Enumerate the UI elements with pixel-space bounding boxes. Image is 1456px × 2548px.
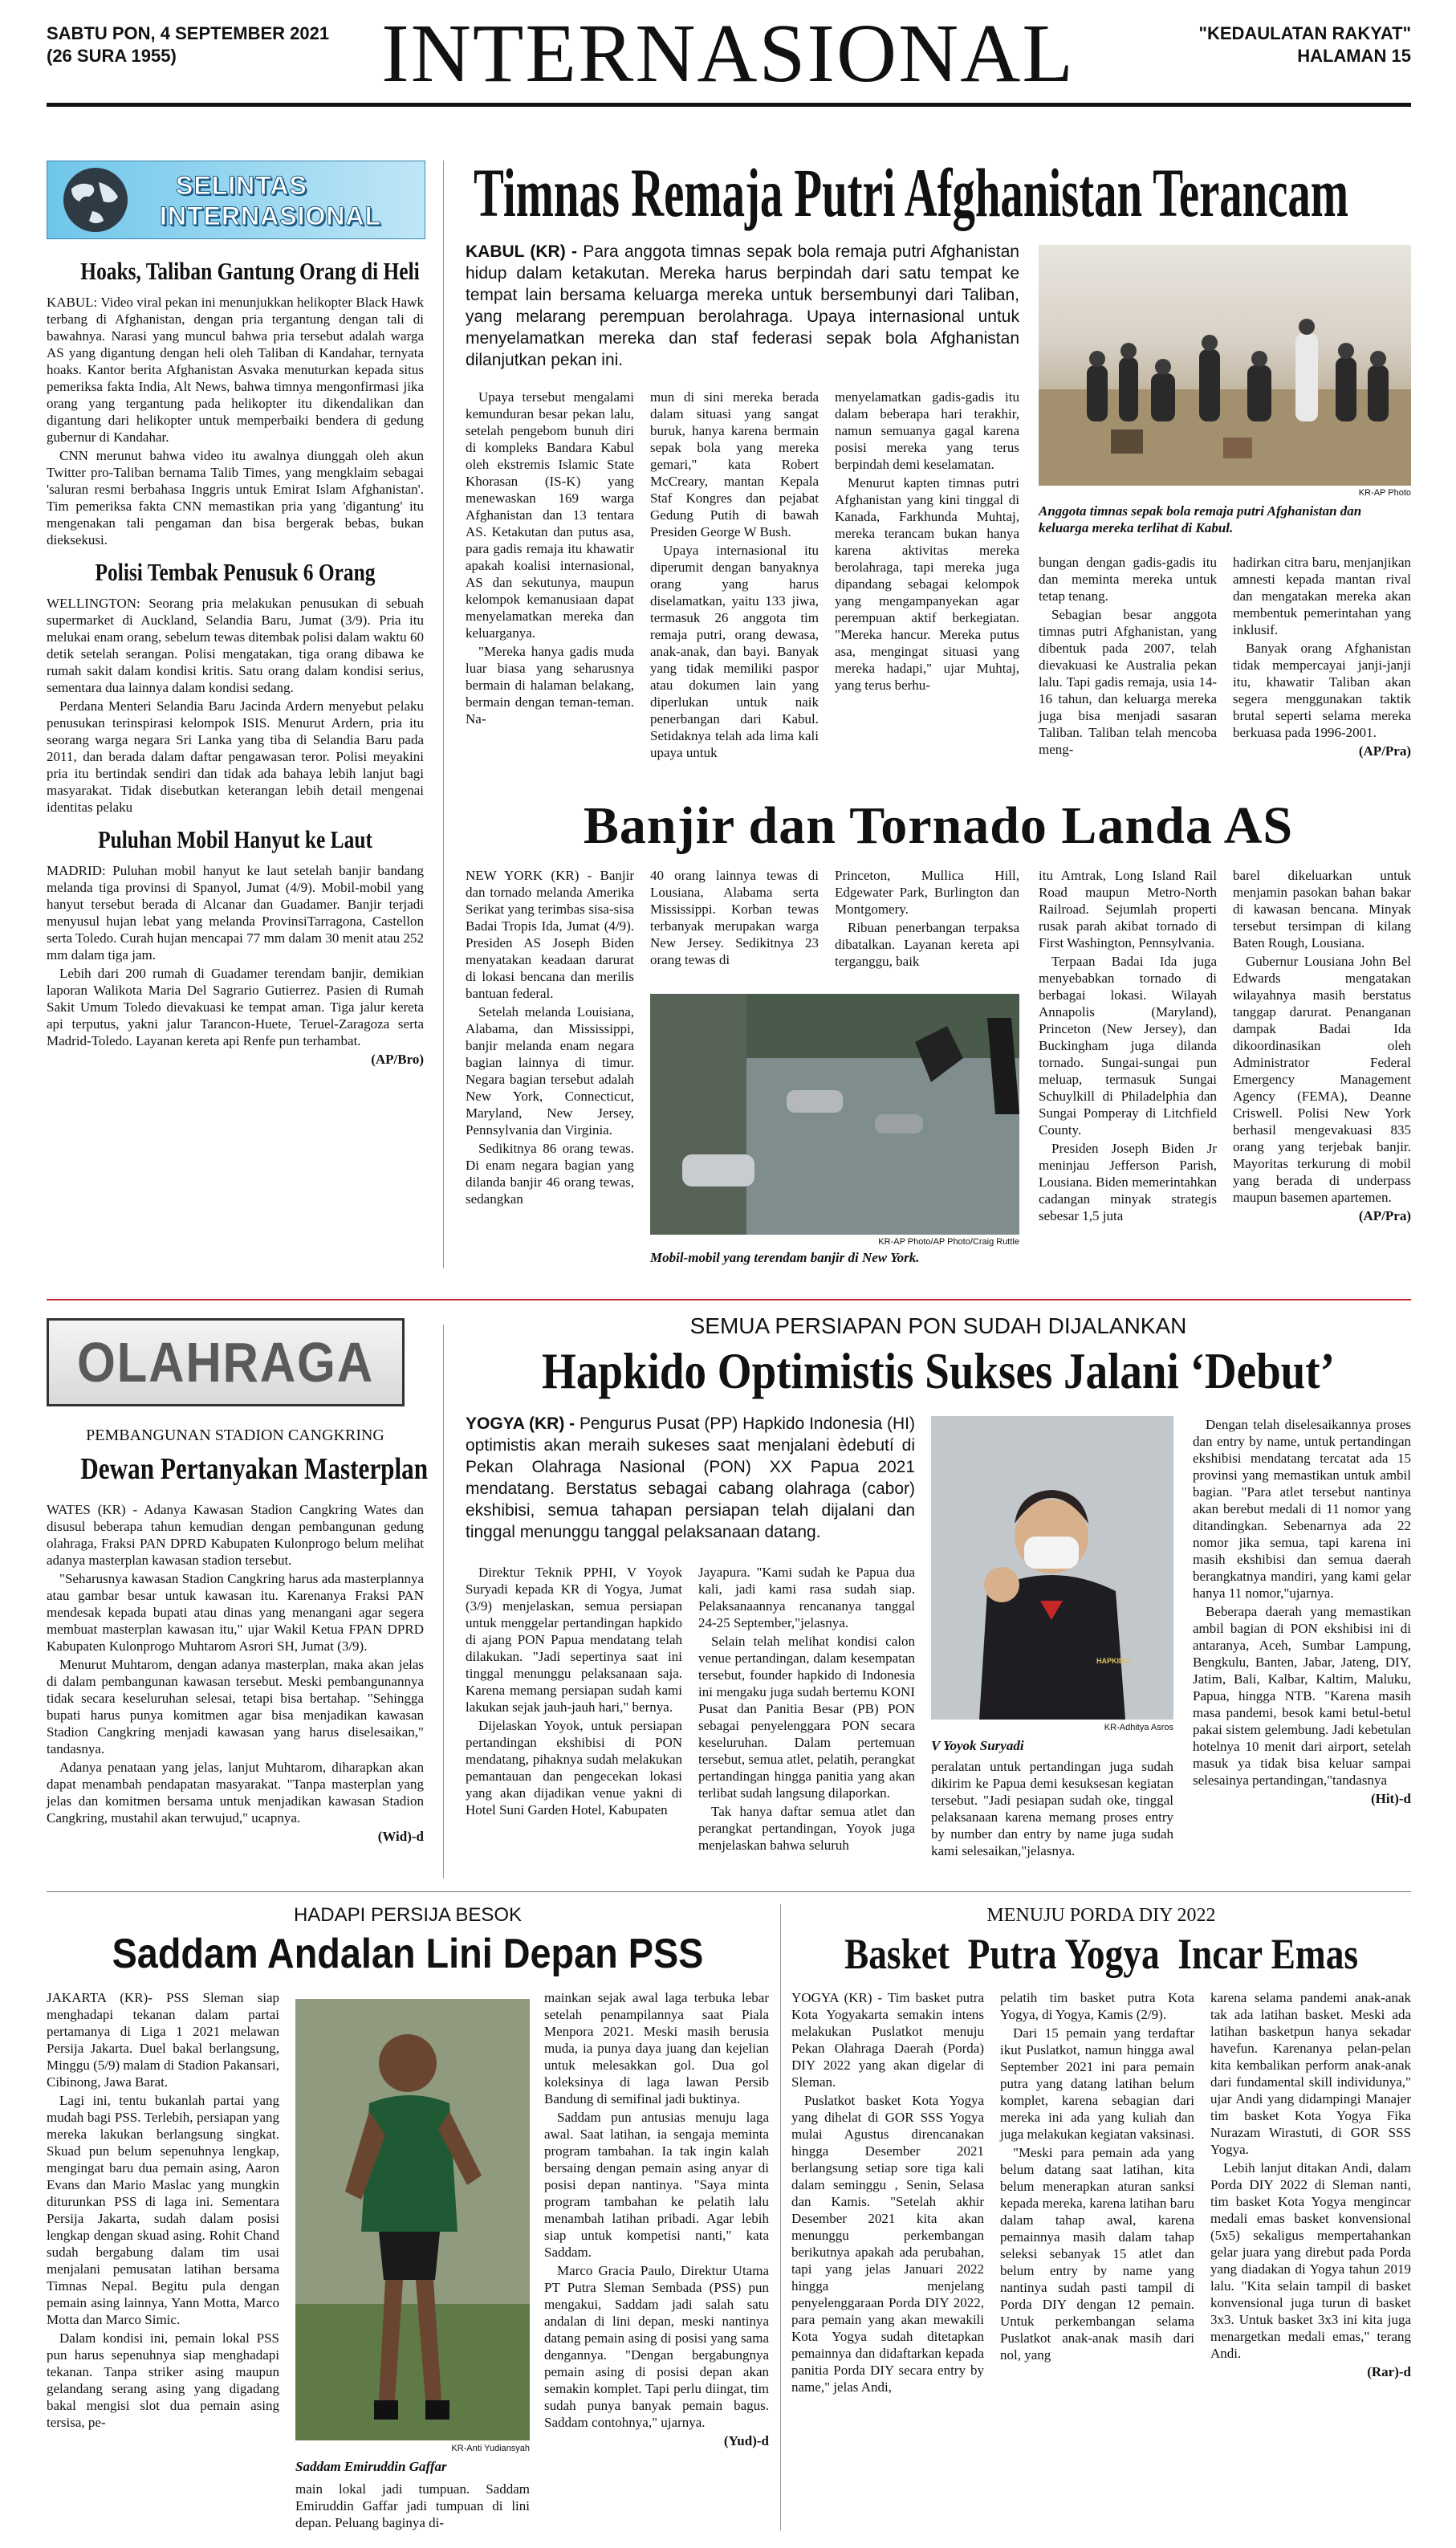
banner-line-internasional: INTERNASIONAL	[160, 201, 382, 230]
paragraph: YOGYA (KR) - Tim basket putra Kota Yogyakarta semakin intens melakukan Puslatkot menuju Pekan Olahraga Daerah (Porda) DIY 2022 yang akan digelar di Sleman.	[791, 1990, 984, 2090]
basket-col-1	[791, 1989, 984, 2397]
paragraph: Gubernur Lousiana John Bel Edwards mengatakan wilayahnya masih berstatus tanggap darurat. Penanganan dampak Badai Ida dikoordinasikan oleh Administrator Federal Emergency Management Agency (FEMA), Deanne Criswell. Polisi New York berhasil mengevakuasi 835 orang yang terjebak banjir. Mayoritas terkurung di mobil yang berada di underpass maupun basemen apartemen.	[1233, 954, 1411, 1205]
section-divider	[47, 1299, 1411, 1300]
afghan-group-illustration	[1039, 245, 1411, 486]
pss-col-1	[47, 1989, 279, 2432]
paragraph: Beberapa daerah yang memastikan ambil bagian di PON ekshibisi ini di antaranya, Aceh, Sumbar Lampung, Bengkulu, Banten, Jabar, Jateng, DIY, Jatim, Bali, Kalbar, Kaltim, Maluku, Papua, hingga NTB. "Karena masih masa pandemi, besok kami betul-betul pakai sistem gelembung. Jadi kebetulan hotelnya 10 menit dari airport, setelah masuk ya tidak bisa keluar sampai selesainya pertandingan,"tandasnya	[1193, 1604, 1411, 1788]
dateline: KABUL (KR) -	[466, 242, 584, 261]
paragraph: Lagi ini, tentu bukanlah partai yang mudah bagi PSS. Terlebih, persiapan yang mereka lakukan berlangsung singkat. Skuad pun belum sepenuhnya lengkap, mengingat baru dua pemain asing, Aaron Evans dan Mario Maslac yang mungkin diturunkan PSS di laga ini. Sementara Persija Jakarta, sudah dalam posisi lengkap dengan skuad asing. Rohit Chand sudah bergabung dalam tim usai menjalani pemusatan latihan bersama Timnas Nepal. Begitu pula dengan pemain asing lainnya, Yann Motta, Marco Motta dan Marco Simic.	[47, 2093, 279, 2327]
paragraph: 40 orang lainnya tewas di Lousiana, Alabama serta Mississippi. Korban tewas terbanyak merupakan warga New Jersey. Sedikitnya 23 orang tewas di	[650, 868, 819, 967]
item-paragraph: Perdana Menteri Selandia Baru Jacinda Ardern menyebut pelaku penusukan terinspirasi kelompok ISIS. Menurut Ardern, pria itu seorang warga negara Sri Lanka yang tiba di Selandia Baru pada 2011, dan berada dalam daftar pengawasan teror. Polisi meyakini pria itu bertindak sendiri dan tidak ada bahaya lebih lanjut bagi masyarakat. Tidak disebutkan keterangan lebih detail mengenai identitas pelaku	[47, 698, 424, 815]
photo-credit: KR-Anti Yudiansyah	[451, 2444, 530, 2453]
paragraph: bungan dengan gadis-gadis itu dan meminta mereka untuk tetap tenang.	[1039, 555, 1217, 604]
basket-col-3	[1210, 1989, 1411, 2380]
paragraph: main lokal jadi tumpuan. Saddam Emiruddin Gaffar jadi tumpuan di lini depan. Peluang baginya di-	[295, 2481, 530, 2530]
hapkido-kicker: SEMUA PERSIAPAN PON SUDAH DIJALANKAN	[689, 1313, 1187, 1338]
paragraph: "Seharusnya kawasan Stadion Cangkring harus ada masterplannya atau gambar besar untuk kawasan itu. Karenanya Fraksi PAN mendesak kepada bupati atau dinas yang menangani agar segera membuat masterplan kawasan itu," ujar Wakil Ketua FPAN DPRD Kabupaten Kulonprogo Muhtarom Asrori SH, Jumat (3/9).	[47, 1571, 424, 1654]
paragraph: Setelah melanda Louisiana, Alabama, dan Mississippi, banjir melanda enam negara bagian lainnya di timur. Negara bagian tersebut adalah New York, Connecticut, Maryland, New Jersey, Pennsylvania dan Virginia.	[466, 1004, 634, 1138]
pss-col-2	[544, 1989, 769, 2449]
paragraph: "Meski para pemain ada yang belum datang saat latihan, kita belum menerapkan aturan sanksi kepada mereka, karena latihan baru dalam tahap awal, karena pemainnya masih dalam tahap seleksi sebanyak 15 atlet dan belum entry by name yang nantinya sudah pasti tampil di Porda DIY dengan 12 pemain. Untuk perkembangan selama Puslatkot anak-anak masih dari nol, yang	[1000, 2145, 1194, 2363]
column-divider	[443, 1325, 444, 1878]
paragraph: Marco Gracia Paulo, Direktur Utama PT Putra Sleman Sembada (PSS) pun mengakui, Saddam jadi salah satu andalan di lini depan, meski nantinya datang pemain asing di posisi yang sama dengannya. "Dengan bergabungnya pemain asing di posisi depan akan semakin komplet. Tapi perlu diingat, tim sudah punya banyak pemain bagus. Saddam contohnya," ujarnya.	[544, 2263, 769, 2430]
player-illustration	[295, 1999, 530, 2440]
banjir-col-5	[1233, 867, 1411, 1224]
dateline: YOGYA (KR) -	[466, 1414, 580, 1433]
paragraph: menyelamatkan gadis-gadis itu dalam beberapa hari terakhir, namun semuanya gagal karena posisi mereka yang terus berpindah demi keselamatan.	[835, 389, 1019, 472]
paragraph: barel dikeluarkan untuk menjamin pasokan bahan bakar di kawasan bencana. Minyak tersebut tersimpan di kilang Baten Rough, Lousiana.	[1233, 868, 1411, 950]
column-divider	[443, 161, 444, 1268]
banjir-col-2	[650, 867, 819, 970]
paragraph: Princeton, Mullica Hill, Edgewater Park, Burlington dan Montgomery.	[835, 868, 1019, 917]
item-paragraph: WELLINGTON: Seorang pria melakukan penusukan di sebuah supermarket di Auckland, Selandia Baru, Jumat (3/9). Pria itu melukai enam orang, sebelum tewas ditembak polisi dalam waktu 60 detik setelah serangan. Polisi mengatakan, tiga orang dibawa ke rumah sakit dalam kondisi kritis. Satu orang dalam kondisi serius, sementara dua lainnya dalam kondisi sedang.	[47, 596, 424, 695]
paragraph: karena selama pandemi anak-anak tak ada latihan basket. Meski ada latihan basketpun hanya sekadar havefun. Karenanya pelan-pelan kita kembalikan perform anak-anak dari fundamental skill individunya," ujar Andi yang didampingi Manajer tim basket Kota Yogya Fika Nurazam Wirastuti, di GOR SSS Yogya.	[1210, 1990, 1411, 2157]
item-title: Polisi Tembak Penusuk 6 Orang	[95, 558, 376, 586]
stadion-headline: Dewan Pertanyakan Masterplan	[80, 1452, 429, 1486]
masthead-page	[1156, 22, 1411, 67]
story-signature: (AP/Pra)	[1358, 743, 1411, 759]
photo-credit: KR-Adhitya Asros	[1104, 1723, 1173, 1732]
globe-icon	[47, 161, 144, 238]
paragraph: Puslatkot basket Kota Yogya yang dihelat di GOR SSS Yogya mulai Agustus direncanakan hingga Desember 2021 berlangsung setiap sore tiga kali dalam seminggu , Senin, Selasa dan Kamis. "Setelah akhir Desember 2021 kita akan menunggu perkembangan berikutnya apakah ada perubahan, tapi yang jelas Januari 2022 hingga menjelang penyelenggaraan Porda DIY 2022, para pemain yang akan mewakili Kota Yogya sudah ditetapkan pemainnya dan didaftarkan kepada panitia Porda DIY secara entry by name," jelas Andi,	[791, 2093, 984, 2395]
banjir-col-1	[466, 867, 634, 1209]
banjir-col-4	[1039, 867, 1217, 1226]
item-paragraph: MADRID: Puluhan mobil hanyut ke laut setelah banjir bandang melanda tiga provinsi di Spanyol, Jumat (4/9). Mobil-mobil yang hanyut tersebut berada di Alcanar dan Guadamer. Banjir terjadi menyusul hujan lebat yang melanda ProvinsiTarragona, Castellon serta Toledo. Curah hujan mencapai 77 mm dalam 30 menit atau 252 mm dalam tiga jam.	[47, 863, 424, 963]
hapkido-logo-text: HAPKIDO	[1096, 1657, 1130, 1665]
hapkido-col-1	[466, 1564, 682, 1820]
paragraph: Ribuan penerbangan terpaksa dibatalkan. Layanan kereta api terganggu, baik	[835, 920, 1019, 969]
headline-afghan: Timnas Remaja Putri Afghanistan Terancam	[474, 154, 1349, 231]
yoyok-photo	[931, 1416, 1173, 1720]
photo-credit: KR-AP Photo	[1358, 488, 1411, 498]
paragraph: JAKARTA (KR)- PSS Sleman siap menghadapi tekanan dalam partai pertamanya di Liga 1 2021 melawan Persija Jakarta. Duel bakal berlangsung, Minggu (5/9) malam di Stadion Pakansari, Cibinong, Jawa Barat.	[47, 1990, 279, 2090]
photo-caption: Anggota timnas sepak bola remaja putri Afghanistan dan keluarga mereka terlihat di Kabul.	[1039, 503, 1362, 535]
photo-caption: V Yoyok Suryadi	[931, 1738, 1024, 1753]
paragraph: Sedikitnya 86 orang tewas. Di enam negara bagian yang dilanda banjir 46 orang tewas, sedangkan	[466, 1141, 634, 1207]
pss-kicker: HADAPI PERSIJA BESOK	[293, 1904, 523, 1926]
item-paragraph: KABUL: Video viral pekan ini menunjukkan helikopter Black Hawk terbang di Afghanistan, dengan pria tergantung dengan tali di bawahnya. Narasi yang muncul bahwa pria tersebut adalah warga AS yang digantung dengan heli oleh Taliban di Kandahar, ternyata hoaks. Kantor berita Afghanistan Asvaka menuturkan kepada situs pemeriksa fakta India, Alt News, bahwa timnya mengonfirmasi jika orang yang tergantung pada helikopter itu dikendalikan dan digantung dari helikopter untuk memperbaiki bendera di gedung gubernur di Kandahar.	[47, 295, 424, 445]
section-divider	[47, 1891, 1411, 1892]
basket-col-2	[1000, 1989, 1194, 2365]
hapkido-col-2	[698, 1564, 915, 1855]
afghan-col-4	[1039, 554, 1217, 759]
photo-credit: KR-AP Photo/AP Photo/Craig Ruttle	[878, 1237, 1019, 1247]
afghan-col-2	[650, 389, 819, 763]
paragraph: Jayapura. "Kami sudah ke Papua dua kali, jadi kami rasa sudah siap. Pelaksanaannya rencananya tanggal 24-25 September,"jelasnya.	[698, 1565, 915, 1630]
afghan-lead	[466, 241, 1019, 371]
stadion-body	[47, 1501, 424, 1845]
portrait-illustration	[931, 1416, 1173, 1720]
paragraph: Terpaan Badai Ida juga menyebabkan tornado di berbagai lokasi. Wilayah Annapolis (Maryland), Princeton (New Jersey), dan Buckingham juga dilanda tornado. Sungai-sungai pun meluap, termasuk Sungai Schuylkill di Philadelphia dan Sungai Pomperay di Litchfield County.	[1039, 954, 1217, 1138]
afghan-photo	[1039, 245, 1411, 486]
paragraph: Dengan telah diselesaikannya proses dan entry by name, untuk pertandingan ekshibisi mendatang tercatat ada 15 provinsi yang memastikan untuk ambil bagian. "Para atlet tersebut nantinya akan berebut medali di 11 nomor yang ditandingkan. Sebenarnya ada 22 nomor jika semua, tapi karena ini masih ekshibisi dan semua daerah berangkatnya mandiri, yang kami gelar hanya 11 nomor,"ujarnya.	[1193, 1417, 1411, 1601]
paragraph: Sebagian besar anggota timnas putri Afghanistan, yang dibentuk pada 2007, telah dievakuasi ke Australia pekan lalu. Tapi gadis remaja, usia 14-16 tahun, dan keluarga mereka juga bisa menjadi sasaran Taliban. Taliban telah mencoba meng-	[1039, 607, 1217, 757]
flood-photo	[650, 994, 1019, 1235]
item-paragraph: CNN merunut bahwa video itu awalnya diunggah oleh akun Twitter pro-Taliban bernama Talib Times, yang mengklaim sebagai 'saluran resmi berbahasa Inggris untuk Emirat Islam Afghanistan'. Tim pemeriksa fakta CNN memastikan pria yang 'digantung' itu mengenakan tali pengaman dan bisa bergerak bebas, bukan dieksekusi.	[47, 448, 424, 547]
selintas-column	[47, 250, 424, 1068]
item-title: Puluhan Mobil Hanyut ke Laut	[98, 825, 372, 853]
hapkido-col-3	[931, 1758, 1173, 1861]
photo-caption: Saddam Emiruddin Gaffar	[295, 2459, 447, 2474]
javanese-date-line: (26 SURA 1955)	[47, 46, 177, 66]
paragraph: Menurut Muhtarom, dengan adanya masterplan, maka akan jelas di dalam pembangunan kawasan tersebut. Meski pembangunannya tidak secara keseluruhan selesai, tetapi bisa bertahap. "Sehingga bupati harus punya komitmen agar bisa menjadikan kawasan Stadion Cangkring menjadi kawasan yang harus diselesaikan," tandasnya.	[47, 1657, 424, 1756]
paragraph: WATES (KR) - Adanya Kawasan Stadion Cangkring Wates dan disusul beberapa tahun kemudian dengan pembangunan gedung olahraga, Fraksi PAN DPRD Kabupaten Kulonprogo belum melihat adanya masterplan kawasan stadion tersebut.	[47, 1502, 424, 1568]
paragraph: mainkan sejak awal laga terbuka lebar setelah penampilannya saat Piala Menpora 2021. Meski masih berusia muda, ia punya daya juang dan kejelian untuk melesakkan gol. Dua gol koleksinya di laga lawan Persib Bandung di semifinal jadi buktinya.	[544, 1990, 769, 2106]
stadion-kicker: PEMBANGUNAN STADION CANGKRING	[86, 1427, 384, 1444]
banner-text: OLAHRAGA	[77, 1331, 374, 1394]
afghan-col-3	[835, 389, 1019, 695]
paragraph: Tak hanya daftar semua atlet dan perangkat pertandingan, Yoyok juga menjelaskan bahwa seluruh	[698, 1804, 915, 1853]
story-signature: (Wid)-d	[377, 1829, 424, 1844]
selintas-banner	[47, 161, 425, 239]
paragraph: Menurut kapten timnas putri Afghanistan yang kini tinggal di Kanada, Farkhunda Muhtaj, mereka terancam bukan hanya karena aktivitas mereka berolahraga, tapi mereka juga dipandang sebagai kelompok yang mengampanyekan agar perempuan aktif berkegiatan. "Mereka hancur. Mereka putus asa, mengingat situasi yang mereka hadapi," ujar Muhtaj, yang terus berhu-	[835, 475, 1019, 693]
banner-line-selintas: SELINTAS	[176, 171, 307, 200]
banjir-col-3	[835, 867, 1019, 971]
date-line: SABTU PON, 4 SEPTEMBER 2021	[47, 23, 330, 43]
paragraph: Banyak orang Afghanistan tidak mempercayai janji-janji itu, khawatir Taliban akan segera menggunakan taktik brutal seperti selama mereka berkuasa pada 1996-2001.	[1233, 641, 1411, 740]
page-number: HALAMAN 15	[1297, 46, 1411, 66]
pss-under-photo	[295, 2481, 530, 2533]
paragraph: Direktur Teknik PPHI, V Yoyok Suryadi kepada KR di Yogya, Jumat (3/9) menjelaskan, semua persiapan untuk menggelar pertandingan hapkido di ajang PON Papua mendatang telah dilakukan. "Jadi sepertinya saat ini tinggal menunggu pelaksanaan saja. Karena memang persiapan sudah kami lakukan sejak jauh-jauh hari," bernya.	[466, 1565, 682, 1715]
paragraph: Adanya penataan yang jelas, lanjut Muhtarom, diharapkan akan dapat menambah pendapatan masyarakat. "Tanpa masterplan yang jelas dan komitmen bersama untuk menjadikan kawasan Stadion Cangkring, mustahil akan terwujud," ucapnya.	[47, 1760, 424, 1826]
hapkido-col-4	[1193, 1416, 1411, 1807]
paragraph: Upaya tersebut mengalami kemunduran besar pekan lalu, setelah pengebom bunuh diri di kompleks Bandara Kabul oleh ekstremis Islamic State Khorasan (IS-K) yang menewaskan 169 warga Afghanistan dan 13 tentara AS. Ketakutan dan putus asa, para gadis remaja itu khawatir apakah koalisi internasional, AS dan sekutunya, maupun kelompok kemanusiaan dapat menyelamatkan mereka dan keluarganya.	[466, 389, 634, 641]
lead-text: Para anggota timnas sepak bola remaja putri Afghanistan hidup dalam ketakutan. Mereka harus berpindah dari satu tempat ke tempat lain bersama keluarga mereka untuk bersembunyi dari Taliban, yang melarang perempuan berolahraga. Upaya internasional untuk menyelamatkan mereka dan staf federasi sepak bola Afghanistan dilanjutkan pekan ini.	[466, 242, 1019, 369]
paper-name: "KEDAULATAN RAKYAT"	[1198, 23, 1411, 43]
hapkido-headline: Hapkido Optimistis Sukses Jalani ‘Debut’	[542, 1342, 1335, 1399]
paragraph: Saddam pun antusias menuju laga awal. Saat latihan, ia sengaja meminta program tambahan. Ia tak ingin kalah bersaing dengan pemain asing anyar di posisi depan nantinya. "Saya minta program tambahan ke pelatih lalu menambah latihan pribadi. Agar lebih siap untuk kompetisi nanti," kata Saddam.	[544, 2110, 769, 2260]
story-signature: (Yud)-d	[723, 2433, 769, 2448]
afghan-col-5	[1233, 554, 1411, 759]
section-title: INTERNASIONAL	[381, 7, 1075, 100]
paragraph: Dari 15 pemain yang terdaftar ikut Puslatkot, namun hingga awal September 2021 ini para pemain putra yang datang latihan belum komplet, karena sebagian dari mereka ini ada yang kuliah dan juga melakukan kegiatan vaksinasi.	[1000, 2025, 1194, 2142]
paragraph: itu Amtrak, Long Island Rail Road maupun Metro-North Railroad. Sejumlah properti rusak parah akibat tornado di First Washington, Pennsylvania.	[1039, 868, 1217, 950]
story-signature: (Rar)-d	[1367, 2364, 1411, 2379]
paragraph: peralatan untuk pertandingan juga sudah dikirim ke Papua demi kesuksesan kegiatan tersebut. "Jadi pesiapan sudah oke, tinggal pelaksanaan karena memang proses entry by number dan entry by name juga sudah kami selesaikan,"jelasnya.	[931, 1759, 1173, 1858]
lead-text: Pengurus Pusat (PP) Hapkido Indonesia (HI) optimistis akan meraih sukeses saat menjalani èdebutí di Pekan Olahraga Nasional (PON) XX Papua 2021 mendatang. Berstatus sebagai cabang olahraga (cabor) ekshibisi, semua tahapan persiapan telah dijalani dan tinggal menunggu tanggal pelaksanaan datang.	[466, 1414, 915, 1541]
basket-headline: Basket Putra Yogya Incar Emas	[844, 1930, 1359, 1978]
basket-kicker: MENUJU PORDA DIY 2022	[986, 1905, 1216, 1926]
column-divider	[780, 1904, 781, 2530]
olahraga-banner	[47, 1318, 405, 1406]
item-signature: (AP/Bro)	[371, 1052, 424, 1067]
masthead-rule	[47, 103, 1411, 107]
paragraph: Lebih lanjut ditakan Andi, dalam Porda DIY 2022 di Sleman nanti, tim basket Kota Yogya mengincar medali emas basket konvensional (5x5) sekaligus mempertahankan gelar juara yang direbut pada Porda yang diadakan di Yogya tahun 2019 lalu. "Kita selain tampil di basket konvensional juga turun di basket 3x3. Untuk basket 3x3 ini kita juga menargetkan medali emas," terang Andi.	[1210, 2160, 1411, 2361]
paragraph: Dijelaskan Yoyok, untuk persiapan pertandingan ekshibisi di PON mendatang, pihaknya sudah melakukan pemantauan dan pengecekan lokasi yang akan dijadikan venue yakni di Hotel Suni Garden Hotel, Kabupaten	[466, 1718, 682, 1817]
pss-headline: Saddam Andalan Lini Depan PSS	[112, 1931, 704, 1977]
story-signature: (AP/Pra)	[1358, 1208, 1411, 1223]
paragraph: mun di sini mereka berada dalam situasi yang sangat buruk, hanya karena bermain sepak bola yang mereka gemari," kata Robert McCreary, mantan Kepala Staf Kongres dan pejabat Gedung Putih di bawah Presiden George W Bush.	[650, 389, 819, 539]
paragraph: Dalam kondisi ini, pemain lokal PSS pun harus sepenuhnya siap menghadapi tekanan. Tanpa striker asing maupun gelandang serang asing yang digadang bakal mengisi slot dua pemain asing tersisa, pe-	[47, 2330, 279, 2430]
item-paragraph: Lebih dari 200 rumah di Guadamer terendam banjir, demikian laporan Walikota Maria Del Sagrario Gutierrez. Pasien di Rumah Sakit Umum Toledo dievakuasi ke tempat aman. Tiga jalur kereta api terputus, yakni jalur Tarancon-Huete, Teruel-Zaragoza serta Madrid-Toledo. Layanan kereta api Renfe pun terhambat.	[47, 966, 424, 1048]
headline-banjir: Banjir dan Tornado Landa AS	[583, 796, 1294, 855]
afghan-col-1	[466, 389, 634, 729]
paragraph: pelatih tim basket putra Kota Yogya, di Yogya, Kamis (2/9).	[1000, 1990, 1194, 2022]
saddam-photo	[295, 1999, 530, 2440]
paragraph: Presiden Joseph Biden Jr meninjau Jefferson Parish, Lousiana. Biden memerintahkan cadangan minyak strategis sebesar 1,5 juta	[1039, 1141, 1217, 1223]
hapkido-lead	[466, 1413, 915, 1543]
paragraph: Upaya internasional itu diperumit dengan banyaknya orang yang harus diselamatkan, yaitu 133 jiwa, termasuk 26 anggota tim remaja putri, orang dewasa, anak-anak, dan bayi. Banyak yang tidak memiliki paspor atau dokumen lain yang diperlukan untuk naik penerbangan dari Kabul. Setidaknya telah ada lima kali upaya untuk	[650, 543, 819, 760]
paragraph: hadirkan citra baru, menjanjikan amnesti kepada mantan rival dan mengatakan mereka akan membentuk pemerintahan yang inklusif.	[1233, 555, 1411, 637]
paragraph: NEW YORK (KR) - Banjir dan tornado melanda Amerika Serikat yang terimbas sisa-sisa Badai Tropis Ida, Jumat (4/9). Presiden AS Joseph Biden menyatakan keadaan darurat di lokasi bencana dan merilis bantuan federal.	[466, 868, 634, 1001]
story-signature: (Hit)-d	[1370, 1791, 1411, 1806]
flood-illustration	[650, 994, 1019, 1235]
photo-caption: Mobil-mobil yang terendam banjir di New York.	[650, 1250, 920, 1265]
paragraph: Selain telah melihat kondisi calon venue pertandingan, dalam kesempatan tersebut, founder hapkido di Indonesia ini mengaku juga sudah bertemu KONI Pusat dan Panitia Besar (PB) PON sebagai penyelenggara PON secara keseluruhan. Dalam pertemuan tersebut, semua atlet, pelatih, perangkat pertandingan hingga panitia yang akan terlibat sudah langsung dilaporkan.	[698, 1634, 915, 1801]
masthead-date	[47, 22, 329, 67]
paragraph: "Mereka hanya gadis muda luar biasa yang seharusnya bermain di halaman belakang, bermain dengan teman-teman. Na-	[466, 644, 634, 727]
item-title: Hoaks, Taliban Gantung Orang di Heli	[80, 257, 420, 285]
